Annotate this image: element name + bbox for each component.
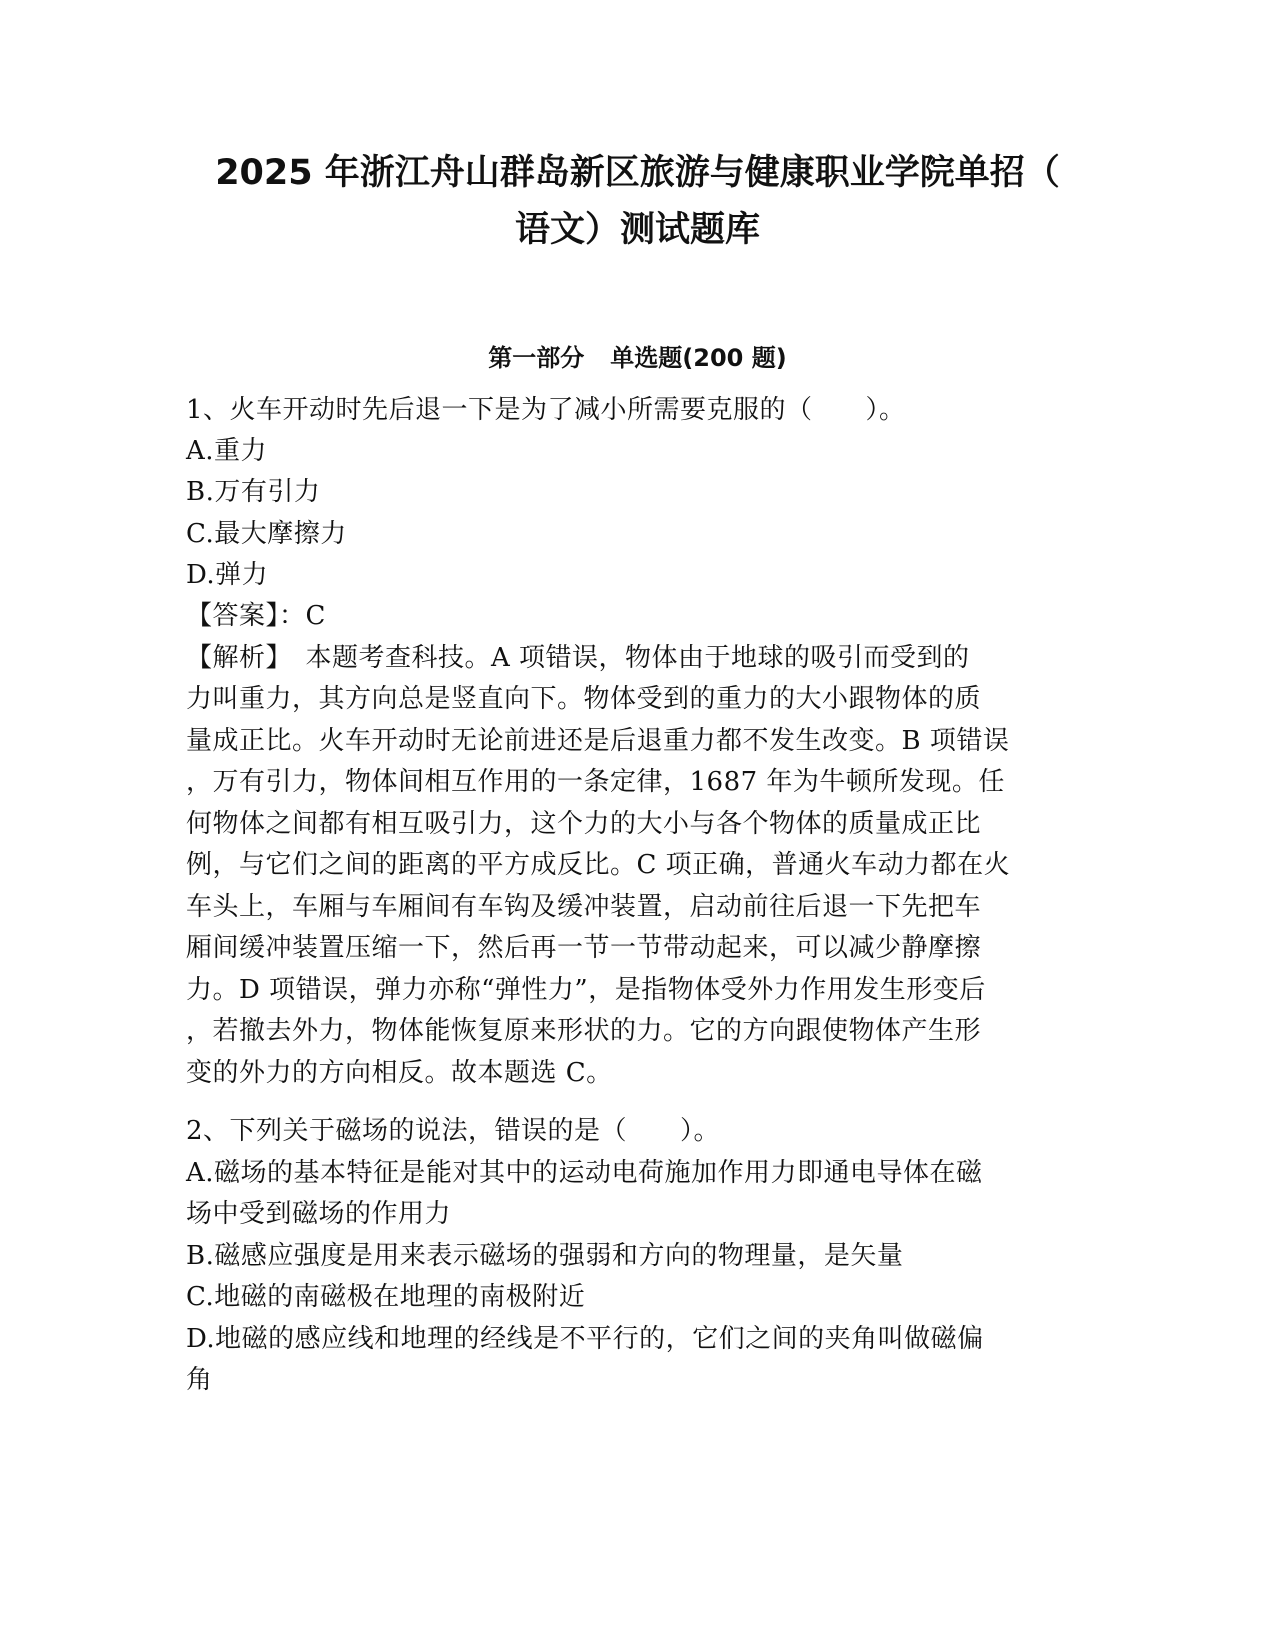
option-c: C.地磁的南磁极在地理的南极附近 [186,1282,586,1312]
analysis-line: 力。D 项错误，弹力亦称“弹性力”，是指物体受外力作用发生形变后 [186,975,986,1005]
analysis-line: 变的外力的方向相反。故本题选 C。 [186,1058,613,1088]
option-d: D.弹力 [186,560,269,590]
option-a-continued: 场中受到磁场的作用力 [186,1199,452,1229]
section-heading [160,340,1115,376]
analysis-line: 何物体之间都有相互吸引力，这个力的大小与各个物体的质量成正比 [186,809,982,839]
analysis-line: 【解析】 本题考查科技。A 项错误，物体由于地球的吸引而受到的 [186,643,970,673]
option-b: B.万有引力 [186,477,321,507]
question-stem: 1、火车开动时先后退一下是为了减小所需要克服的（ ）。 [186,395,906,425]
question-stem: 2、下列关于磁场的说法，错误的是（ ）。 [186,1116,721,1146]
analysis-line: 力叫重力，其方向总是竖直向下。物体受到的重力的大小跟物体的质 [186,684,982,714]
option-b: B.磁感应强度是用来表示磁场的强弱和方向的物理量，是矢量 [186,1241,904,1271]
document-title-line-1: 2025 年浙江舟山群岛新区旅游与健康职业学院单招（ [215,153,1060,193]
analysis-line: ，万有引力，物体间相互作用的一条定律，1687 年为牛顿所发现。任 [186,767,1005,797]
section-name-label: 单选题(200 题) [610,344,787,372]
document-title-line-2: 语文）测试题库 [514,210,760,250]
option-d-continued: 角 [186,1365,213,1395]
analysis-line: 车头上，车厢与车厢间有车钩及缓冲装置，启动前往后退一下先把车 [186,892,982,922]
analysis-line: 例，与它们之间的距离的平方成反比。C 项正确，普通火车动力都在火 [186,850,1011,880]
option-a: A.重力 [186,436,268,466]
option-a: A.磁场的基本特征是能对其中的运动电荷施加作用力即通电导体在磁 [186,1158,983,1188]
option-c: C.最大摩擦力 [186,519,347,549]
answer-line: 【答案】：C [186,601,326,631]
analysis-line: 厢间缓冲装置压缩一下，然后再一节一节带动起来，可以减少静摩擦 [186,933,982,963]
section-part-label: 第一部分 [488,344,585,372]
analysis-line: ，若撤去外力，物体能恢复原来形状的力。它的方向跟使物体产生形 [186,1016,982,1046]
analysis-line: 量成正比。火车开动时无论前进还是后退重力都不发生改变。B 项错误 [186,726,1010,756]
option-d: D.地磁的感应线和地理的经线是不平行的，它们之间的夹角叫做磁偏 [186,1324,984,1354]
